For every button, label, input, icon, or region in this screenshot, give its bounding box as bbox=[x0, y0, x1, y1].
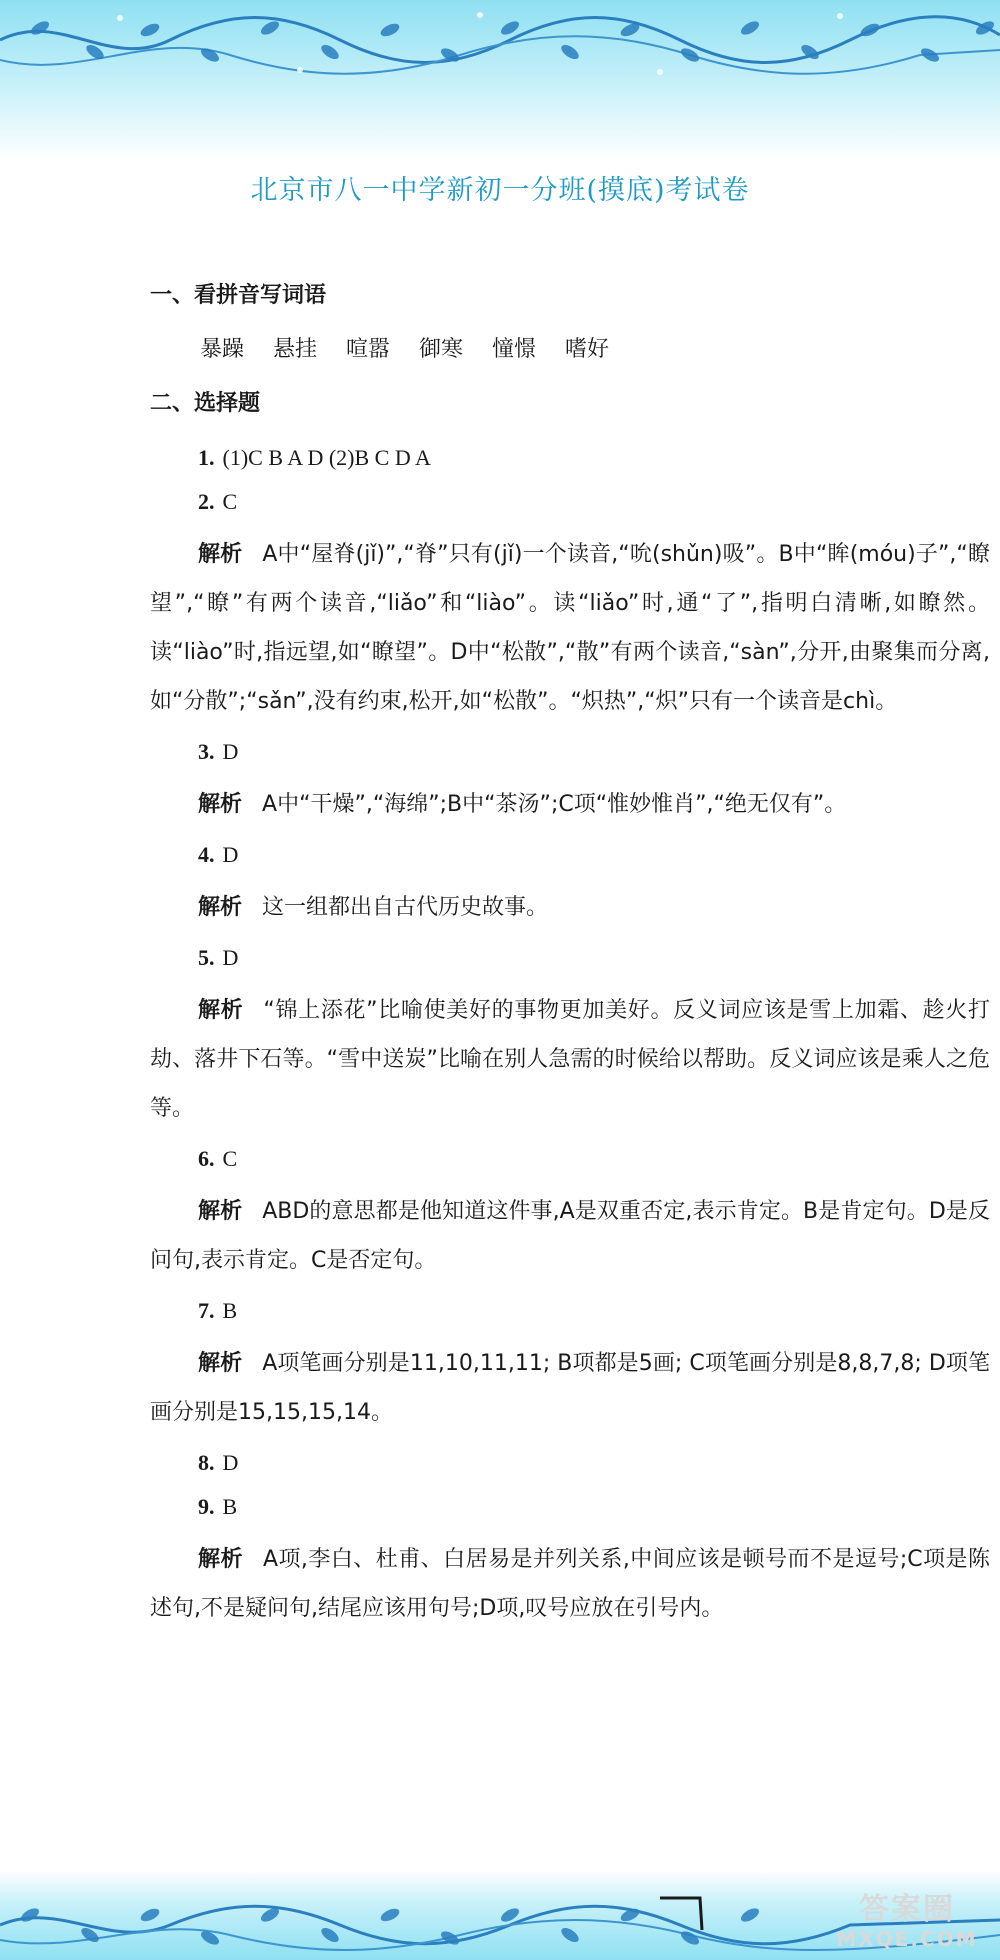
question-6 bbox=[198, 1143, 990, 1175]
explanation-3 bbox=[150, 780, 990, 829]
question-8 bbox=[198, 1447, 990, 1479]
pinyin-words-answer: 暴躁 悬挂 喧嚣 御寒 憧憬 嗜好 bbox=[200, 337, 609, 362]
question-answer: D bbox=[222, 739, 239, 764]
explanation-label: 解析 bbox=[198, 998, 244, 1023]
explanation-9 bbox=[150, 1535, 990, 1633]
explanation-text: 这一组都出自古代历史故事。 bbox=[262, 895, 549, 920]
question-3 bbox=[198, 736, 990, 768]
question-number: 1. bbox=[198, 445, 215, 470]
explanation-text: A项,李白、杜甫、白居易是并列关系,中间应该是顿号而不是逗号;C项是陈述句,不是疑问句,结尾应该用句号;D项,叹号应放在引号内。 bbox=[150, 1547, 990, 1621]
question-1 bbox=[198, 442, 990, 474]
explanation-text: A中“屋脊(jǐ)”,“脊”只有(jǐ)一个读音,“吮(shǔn)吸”。B中“眸(móu)子”,“瞭望”,“瞭”有两个读音,“liǎo”和“liào”。读“liǎo”时,通“了”,指明白清晰,如瞭然。读“liào”时,指远望,如“瞭望”。D中“松散”,“散”有两个读音,“sàn”,分开,由聚集而分离,如“分散”;“sǎn”,没有约束,松开,如“松散”。“炽热”,“炽”只有一个读音是chì。 bbox=[150, 542, 990, 714]
explanation-text: “锦上添花”比喻使美好的事物更加美好。反义词应该是雪上加霜、趁火打劫、落井下石等。“雪中送炭”比喻在别人急需的时候给以帮助。反义词应该是乘人之危等。 bbox=[150, 998, 990, 1121]
question-number: 2. bbox=[198, 489, 215, 514]
site-watermark bbox=[822, 1892, 992, 1954]
question-answer: B bbox=[222, 1494, 238, 1519]
question-answer: (1)C B A D (2)B C D A bbox=[222, 445, 431, 470]
explanation-7 bbox=[150, 1339, 990, 1437]
explanation-label: 解析 bbox=[198, 792, 243, 817]
question-7 bbox=[198, 1295, 990, 1327]
question-number: 6. bbox=[198, 1146, 215, 1171]
question-answer: C bbox=[222, 489, 238, 514]
explanation-4 bbox=[150, 883, 990, 932]
explanation-label: 解析 bbox=[198, 895, 243, 920]
question-2 bbox=[198, 486, 990, 518]
answer-content bbox=[150, 280, 990, 1643]
explanation-text: A中“干燥”,“海绵”;B中“茶汤”;C项“惟妙惟肖”,“绝无仅有”。 bbox=[262, 792, 847, 817]
question-number: 7. bbox=[198, 1298, 215, 1323]
explanation-6 bbox=[150, 1187, 990, 1285]
explanation-label: 解析 bbox=[198, 1547, 243, 1572]
vine-pattern-top bbox=[0, 0, 1000, 160]
question-answer: B bbox=[222, 1298, 238, 1323]
watermark-url-text: MXQE.COM bbox=[836, 1927, 978, 1951]
explanation-label: 解析 bbox=[198, 1199, 243, 1224]
page-title: 北京市八一中学新初一分班(摸底)考试卷 bbox=[250, 175, 750, 206]
question-number: 8. bbox=[198, 1450, 215, 1475]
question-number: 3. bbox=[198, 739, 215, 764]
explanation-2 bbox=[150, 530, 990, 726]
explanation-text: ABD的意思都是他知道这件事,A是双重否定,表示肯定。B是肯定句。D是反问句,表示肯定。C是否定句。 bbox=[150, 1199, 990, 1273]
section2-heading: 二、选择题 bbox=[150, 391, 261, 416]
question-number: 9. bbox=[198, 1494, 215, 1519]
explanation-text: A项笔画分别是11,10,11,11; B项都是5画; C项笔画分别是8,8,7,8; D项笔画分别是15,15,15,14。 bbox=[150, 1351, 990, 1425]
section1-heading: 一、看拼音写词语 bbox=[150, 283, 327, 308]
question-number: 4. bbox=[198, 842, 215, 867]
top-decorative-banner bbox=[0, 0, 1000, 160]
question-number: 5. bbox=[198, 945, 215, 970]
explanation-label: 解析 bbox=[198, 1351, 243, 1376]
question-4 bbox=[198, 839, 990, 871]
explanation-5 bbox=[150, 986, 990, 1133]
question-answer: D bbox=[222, 945, 239, 970]
explanation-label: 解析 bbox=[198, 542, 243, 567]
question-answer: D bbox=[222, 1450, 239, 1475]
question-5 bbox=[198, 942, 990, 974]
question-answer: C bbox=[222, 1146, 238, 1171]
watermark-logo-text: 答案圈 bbox=[859, 1892, 955, 1927]
question-9 bbox=[198, 1491, 990, 1523]
question-answer: D bbox=[222, 842, 239, 867]
